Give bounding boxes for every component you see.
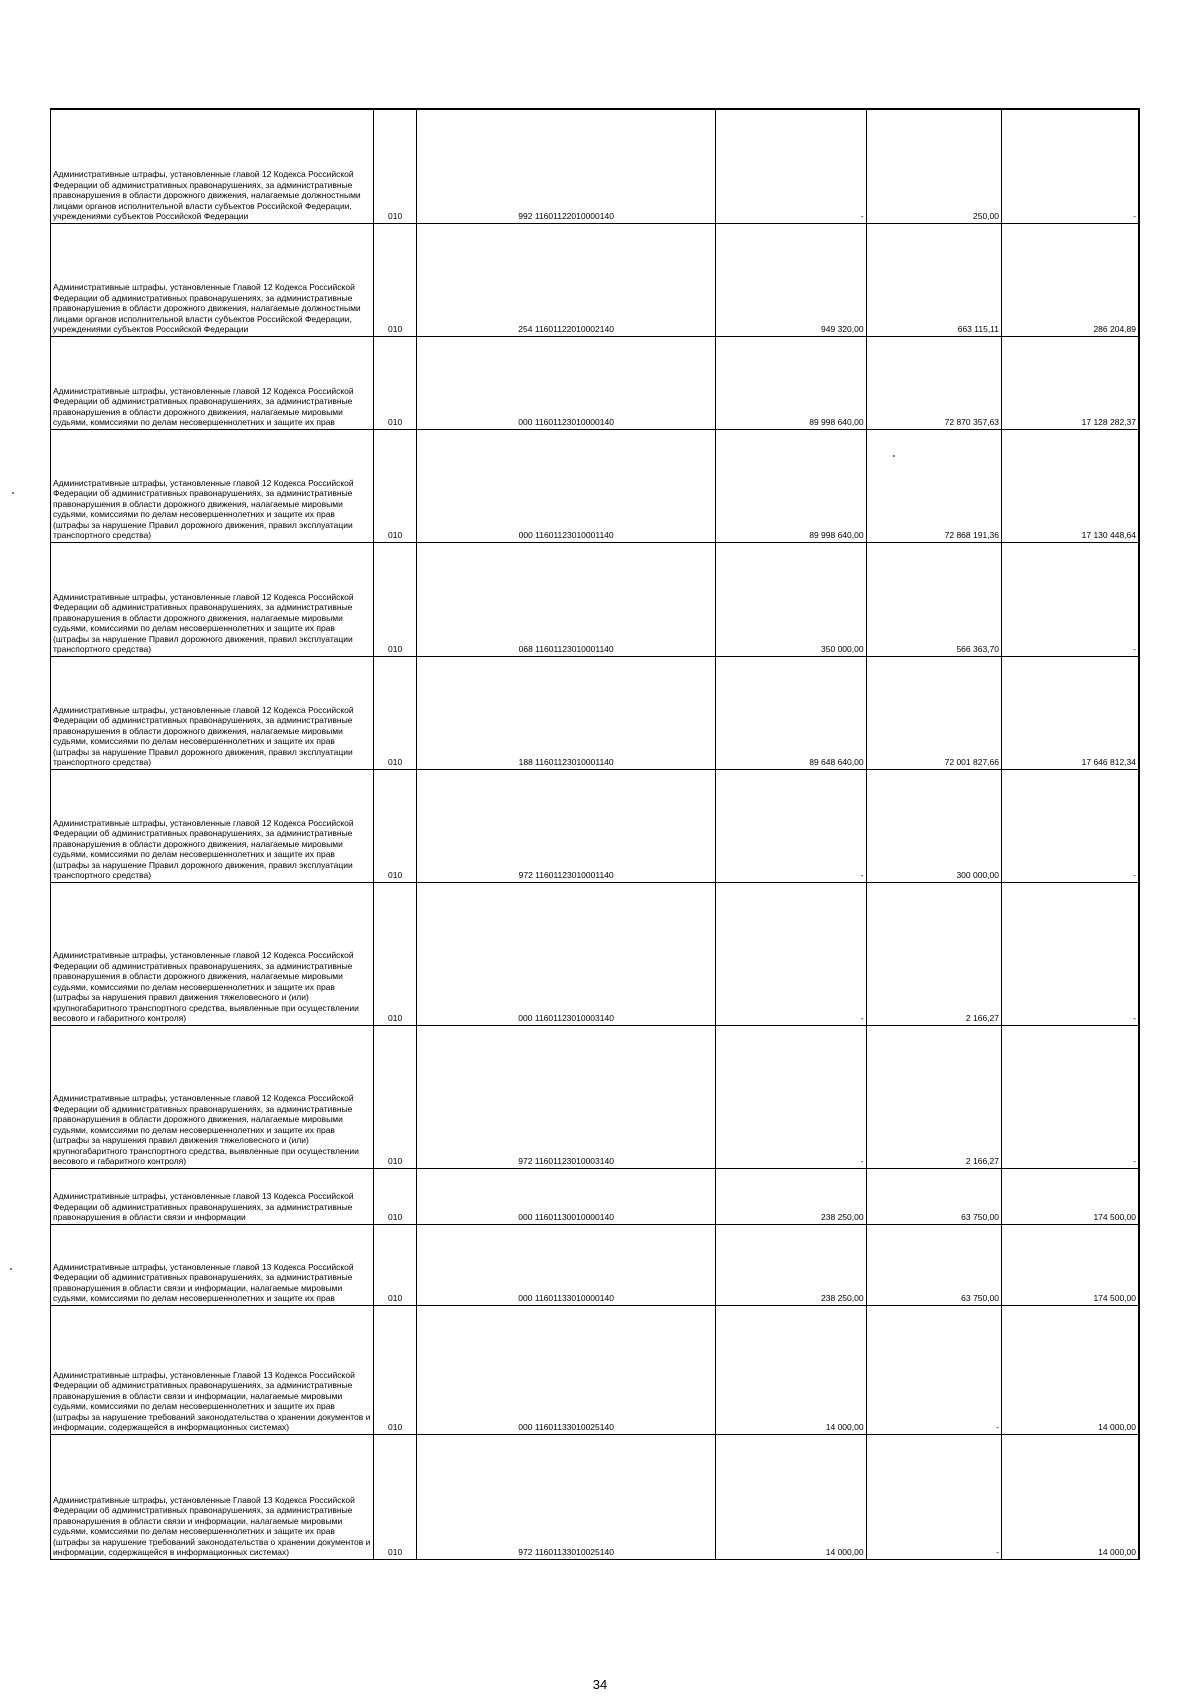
cell-v2: - bbox=[866, 1305, 1001, 1434]
page-number: 34 bbox=[592, 1677, 608, 1692]
cell-v1: 89 998 640,00 bbox=[716, 336, 866, 429]
cell-v1: 14 000,00 bbox=[716, 1434, 866, 1559]
table-row bbox=[51, 1168, 1140, 1224]
table-row bbox=[51, 223, 1140, 336]
cell-v3: 17 128 282,37 bbox=[1002, 336, 1140, 429]
cell-v2: 566 363,70 bbox=[866, 542, 1001, 656]
table-row bbox=[51, 109, 1140, 223]
cell-code: 010 bbox=[374, 223, 417, 336]
cell-code: 010 bbox=[374, 109, 417, 223]
cell-code: 010 bbox=[374, 336, 417, 429]
cell-v1: 238 250,00 bbox=[716, 1168, 866, 1224]
cell-kbk: 992 11601122010000140 bbox=[417, 109, 716, 223]
cell-code: 010 bbox=[374, 542, 417, 656]
table-row bbox=[51, 542, 1140, 656]
cell-v2: 250,00 bbox=[866, 109, 1001, 223]
cell-name: Административные штрафы, установленные главой 12 Кодекса Российской Федерации об административных правонарушениях, за административные правонарушения в области дорожного движения, налагаемые мировыми судьями, комиссиями по делам несовершеннолетних и защите их прав (штрафы за нарушение Правил дорожного движения, правил эксплуатации транспортного средства) bbox=[51, 656, 374, 769]
cell-v3: - bbox=[1002, 542, 1140, 656]
cell-kbk: 000 11601123010001140 bbox=[417, 429, 716, 542]
table-row bbox=[51, 429, 1140, 542]
cell-kbk: 000 11601130010000140 bbox=[417, 1168, 716, 1224]
table-row bbox=[51, 769, 1140, 882]
cell-kbk: 254 11601122010002140 bbox=[417, 223, 716, 336]
cell-code: 010 bbox=[374, 882, 417, 1025]
cell-v2: 63 750,00 bbox=[866, 1224, 1001, 1305]
table-row bbox=[51, 1025, 1140, 1168]
table-row bbox=[51, 882, 1140, 1025]
cell-v1: - bbox=[716, 769, 866, 882]
cell-kbk: 000 11601133010025140 bbox=[417, 1305, 716, 1434]
cell-name: Административные штрафы, установленные Главой 13 Кодекса Российской Федерации об административных правонарушениях, за административные правонарушения в области связи и информации, налагаемые мировыми судьями, комиссиями по делам несовершеннолетних и защите их прав (штрафы за нарушение требований законодательства о хранении документов и информации, содержащейся в информационных системах) bbox=[51, 1434, 374, 1559]
cell-code: 010 bbox=[374, 769, 417, 882]
cell-kbk: 000 11601133010000140 bbox=[417, 1224, 716, 1305]
cell-v3: 14 000,00 bbox=[1002, 1434, 1140, 1559]
cell-kbk: 972 11601133010025140 bbox=[417, 1434, 716, 1559]
table-row bbox=[51, 1434, 1140, 1559]
scan-speck bbox=[10, 1268, 12, 1270]
cell-v3: - bbox=[1002, 109, 1140, 223]
table-row bbox=[51, 336, 1140, 429]
cell-name: Административные штрафы, установленные главой 12 Кодекса Российской Федерации об административных правонарушениях, за административные правонарушения в области дорожного движения, налагаемые мировыми судьями, комиссиями по делам несовершеннолетних и защите их прав (штрафы за нарушение Правил дорожного движения, правил эксплуатации транспортного средства) bbox=[51, 769, 374, 882]
cell-name: Административные штрафы, установленные главой 13 Кодекса Российской Федерации об административных правонарушениях, за административные правонарушения в области связи и информации bbox=[51, 1168, 374, 1224]
cell-code: 010 bbox=[374, 1224, 417, 1305]
cell-v1: 89 648 640,00 bbox=[716, 656, 866, 769]
cell-v1: - bbox=[716, 882, 866, 1025]
cell-v3: - bbox=[1002, 882, 1140, 1025]
cell-v1: - bbox=[716, 1025, 866, 1168]
cell-v3: 17 646 812,34 bbox=[1002, 656, 1140, 769]
cell-v2: - bbox=[866, 1434, 1001, 1559]
cell-code: 010 bbox=[374, 656, 417, 769]
scan-speck bbox=[893, 455, 895, 457]
cell-v2: 63 750,00 bbox=[866, 1168, 1001, 1224]
cell-name: Административные штрафы, установленные главой 12 Кодекса Российской Федерации об административных правонарушениях, за административные правонарушения в области дорожного движения, налагаемые должностными лицами органов исполнительной власти субъектов Российской Федерации, учреждениями субъектов Российской Федерации bbox=[51, 109, 374, 223]
cell-v2: 72 001 827,66 bbox=[866, 656, 1001, 769]
cell-v2: 2 166,27 bbox=[866, 882, 1001, 1025]
cell-name: Административные штрафы, установленные главой 13 Кодекса Российской Федерации об административных правонарушениях, за административные правонарушения в области связи и информации, налагаемые мировыми судьями, комиссиями по делам несовершеннолетних и защите их прав bbox=[51, 1224, 374, 1305]
cell-name: Административные штрафы, установленные Главой 12 Кодекса Российской Федерации об административных правонарушениях, за административные правонарушения в области дорожного движения, налагаемые должностными лицами органов исполнительной власти субъектов Российской Федерации, учреждениями субъектов Российской Федерации bbox=[51, 223, 374, 336]
cell-name: Административные штрафы, установленные главой 12 Кодекса Российской Федерации об административных правонарушениях, за административные правонарушения в области дорожного движения, налагаемые мировыми судьями, комиссиями по делам несовершеннолетних и защите их прав (штрафы за нарушения правил движения тяжеловесного и (или) крупногабаритного транспортного средства, выявленные при осуществлении весового и габаритного контроля) bbox=[51, 1025, 374, 1168]
cell-kbk: 188 11601123010001140 bbox=[417, 656, 716, 769]
cell-v3: - bbox=[1002, 769, 1140, 882]
cell-code: 010 bbox=[374, 1434, 417, 1559]
report-body bbox=[51, 109, 1140, 1559]
cell-v1: 89 998 640,00 bbox=[716, 429, 866, 542]
cell-v1: - bbox=[716, 109, 866, 223]
cell-v2: 2 166,27 bbox=[866, 1025, 1001, 1168]
cell-v2: 300 000,00 bbox=[866, 769, 1001, 882]
cell-v3: 174 500,00 bbox=[1002, 1168, 1140, 1224]
table-row bbox=[51, 1224, 1140, 1305]
scan-speck bbox=[12, 492, 14, 494]
table-row bbox=[51, 1305, 1140, 1434]
budget-report-table bbox=[50, 108, 1140, 1560]
cell-name: Административные штрафы, установленные главой 12 Кодекса Российской Федерации об административных правонарушениях, за административные правонарушения в области дорожного движения, налагаемые мировыми судьями, комиссиями по делам несовершеннолетних и защите их прав (штрафы за нарушение Правил дорожного движения, правил эксплуатации транспортного средства) bbox=[51, 429, 374, 542]
cell-kbk: 972 11601123010003140 bbox=[417, 1025, 716, 1168]
cell-v3: 286 204,89 bbox=[1002, 223, 1140, 336]
cell-v3: - bbox=[1002, 1025, 1140, 1168]
cell-kbk: 972 11601123010001140 bbox=[417, 769, 716, 882]
cell-code: 010 bbox=[374, 1025, 417, 1168]
cell-v2: 72 868 191,36 bbox=[866, 429, 1001, 542]
cell-kbk: 000 11601123010000140 bbox=[417, 336, 716, 429]
cell-kbk: 068 11601123010001140 bbox=[417, 542, 716, 656]
cell-code: 010 bbox=[374, 1305, 417, 1434]
cell-code: 010 bbox=[374, 1168, 417, 1224]
cell-code: 010 bbox=[374, 429, 417, 542]
cell-v1: 14 000,00 bbox=[716, 1305, 866, 1434]
cell-v3: 14 000,00 bbox=[1002, 1305, 1140, 1434]
cell-v3: 17 130 448,64 bbox=[1002, 429, 1140, 542]
cell-name: Административные штрафы, установленные главой 12 Кодекса Российской Федерации об административных правонарушениях, за административные правонарушения в области дорожного движения, налагаемые мировыми судьями, комиссиями по делам несовершеннолетних и защите их прав bbox=[51, 336, 374, 429]
cell-v1: 238 250,00 bbox=[716, 1224, 866, 1305]
cell-name: Административные штрафы, установленные главой 12 Кодекса Российской Федерации об административных правонарушениях, за административные правонарушения в области дорожного движения, налагаемые мировыми судьями, комиссиями по делам несовершеннолетних и защите их прав (штрафы за нарушения правил движения тяжеловесного и (или) крупногабаритного транспортного средства, выявленные при осуществлении весового и габаритного контроля) bbox=[51, 882, 374, 1025]
cell-v2: 72 870 357,63 bbox=[866, 336, 1001, 429]
cell-v1: 350 000,00 bbox=[716, 542, 866, 656]
cell-v2: 663 115,11 bbox=[866, 223, 1001, 336]
cell-kbk: 000 11601123010003140 bbox=[417, 882, 716, 1025]
cell-name: Административные штрафы, установленные Главой 13 Кодекса Российской Федерации об административных правонарушениях, за административные правонарушения в области связи и информации, налагаемые мировыми судьями, комиссиями по делам несовершеннолетних и защите их прав (штрафы за нарушение требований законодательства о хранении документов и информации, содержащейся в информационных системах) bbox=[51, 1305, 374, 1434]
cell-v3: 174 500,00 bbox=[1002, 1224, 1140, 1305]
cell-v1: 949 320,00 bbox=[716, 223, 866, 336]
table-row bbox=[51, 656, 1140, 769]
cell-name: Административные штрафы, установленные главой 12 Кодекса Российской Федерации об административных правонарушениях, за административные правонарушения в области дорожного движения, налагаемые мировыми судьями, комиссиями по делам несовершеннолетних и защите их прав (штрафы за нарушение Правил дорожного движения, правил эксплуатации транспортного средства) bbox=[51, 542, 374, 656]
